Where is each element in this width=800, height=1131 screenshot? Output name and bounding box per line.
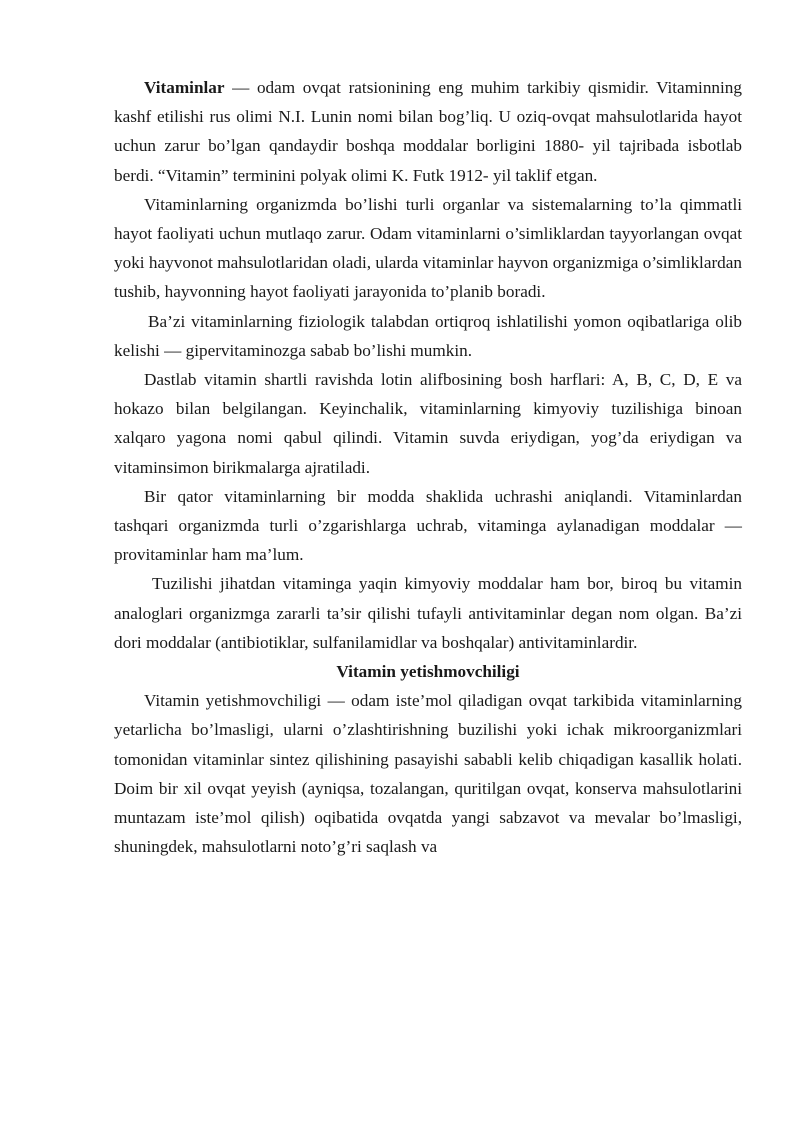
paragraph-naming: Dastlab vitamin shartli ravishda lotin alifbosining bosh harflari: A, B, C, D, E va hokazo bilan belgilangan. Keyinchalik, vitaminlarning kimyoviy tuzilishiga binoan xalqaro yagona nomi qabul qilindi. Vitamin suvda eriydigan, yog’da eriydigan va vitaminsimon birikmalarga ajratiladi. [114, 370, 742, 477]
paragraph-provitamins: Bir qator vitaminlarning bir modda shaklida uchrashi aniqlandi. Vitaminlardan tashqari organizmda turli o’zgarishlarga uchrab, vitaminga aylanadigan moddalar — provitaminlar ham ma’lum. [114, 486, 742, 565]
paragraph-deficiency: Vitamin yetishmovchiligi — odam iste’mol qiladigan ovqat tarkibida vitaminlarning yetarlicha bo’lmasligi, ularni o’zlashtirishning buzilishi yoki ichak mikroorganizmlari tomonidan vitaminlar sintez qilishining pasayishi sababli kelib chiqadigan kasallik holati. Doim bir xil ovqat yeyish (ayniqsa, tozalangan, quritilgan ovqat, konserva mahsulotlarini muntazam iste’mol qilish) oqibatida ovqatda yangi sabzavot va mevalar bo’lmasligi, shuningdek, mahsulotlarni noto’g’ri saqlash va [114, 691, 742, 857]
paragraph-organism: Vitaminlarning organizmda bo’lishi turli organlar va sistemalarning to’la qimmatli hayot faoliyati uchun mutlaqo zarur. Odam vitaminlarni o’simliklardan tayyorlangan ovqat yoki hayvonot mahsulotlaridan oladi, ularda vitaminlar hayvon organizmiga o’simliklardan tushib, hayvonning hayot faoliyati jarayonida to’planib boradi. [114, 194, 742, 302]
paragraph-antivitamins: Tuzilishi jihatdan vitaminga yaqin kimyoviy moddalar ham bor, biroq bu vitamin analoglari organizmga zararli ta’sir qilishi tufayli antivitaminlar degan nom olgan. Ba’zi dori moddalar (antibiotiklar, sulfanilamidlar va boshqalar) antivitaminlardir. [114, 574, 742, 652]
paragraph-intro-text: — odam ovqat ratsionining eng muhim tarkibiy qismidir. Vitaminning kashf etilishi rus olimi N.I. Lunin nomi bilan bog’liq. U oziq-ovqat mahsulotlarida hayot uchun zarur bo’lgan qandaydir boshqa moddalar borligini 1880- yil tajribada isbotlab berdi. “Vitamin” terminini polyak olimi K. Futk 1912- yil taklif etgan. [114, 78, 742, 185]
paragraph-intro [114, 73, 742, 190]
term-vitaminlar: Vitaminlar [144, 78, 225, 97]
section-heading: Vitamin yetishmovchiligi [336, 662, 520, 682]
document-page [114, 73, 742, 861]
paragraph-hypervitaminosis: Ba’zi vitaminlarning fiziologik talabdan ortiqroq ishlatilishi yomon oqibatlariga olib kelishi — gipervitaminozga sabab bo’lishi mumkin. [114, 311, 742, 360]
